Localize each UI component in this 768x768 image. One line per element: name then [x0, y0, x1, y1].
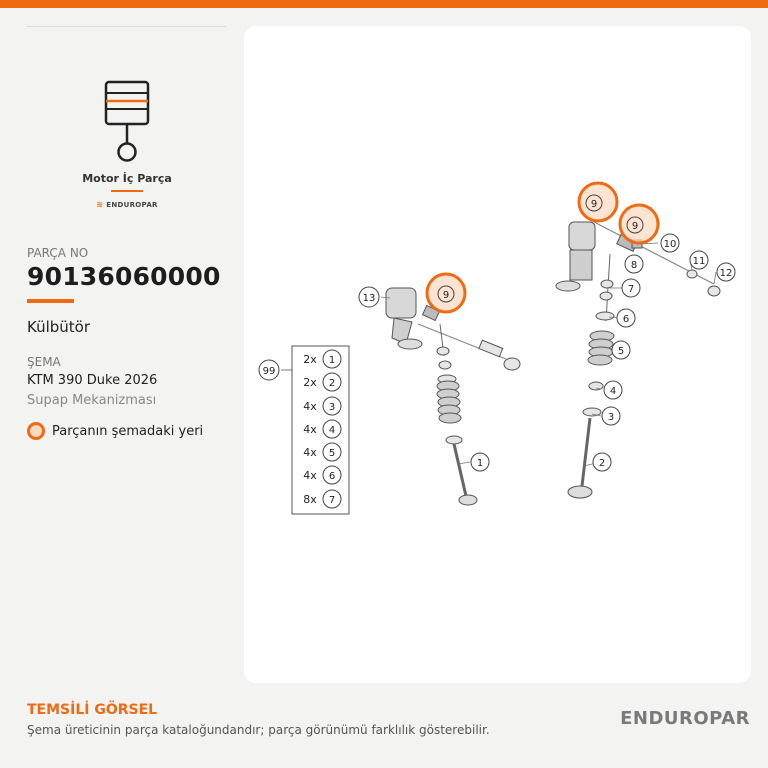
kit-num: 2 [328, 378, 336, 389]
footer-brand: ENDUROPAR [620, 708, 750, 729]
kit-num: 4 [328, 425, 336, 436]
callout-11 [690, 251, 708, 269]
callout-13 [359, 287, 379, 307]
svg-text:8: 8 [630, 260, 638, 271]
kit-ref-label: 99 [262, 366, 276, 377]
svg-text:2: 2 [598, 458, 606, 469]
part-number: 90136060000 [27, 262, 221, 291]
svg-text:9: 9 [590, 199, 598, 210]
schema-group: Supap Mekanizması [27, 393, 157, 408]
callouts [359, 234, 735, 471]
callout-4 [604, 381, 622, 399]
legend [27, 422, 203, 440]
callout-12 [717, 263, 735, 281]
footer-title: TEMSİLİ GÖRSEL [27, 702, 158, 718]
piston-icon [102, 80, 152, 162]
kit-num: 1 [328, 355, 336, 366]
kit-qty: 4x [303, 469, 317, 482]
callout-1 [471, 453, 489, 471]
part-no-label: PARÇA NO [27, 246, 89, 260]
kit-qty: 4x [303, 446, 317, 459]
part-number-underline [27, 299, 74, 303]
brand-logo-icon: ≋ [96, 200, 104, 209]
kit-row [303, 420, 341, 438]
svg-text:6: 6 [622, 314, 630, 325]
kit-qty: 2x [303, 376, 317, 389]
svg-text:3: 3 [607, 412, 615, 423]
kit-row [303, 466, 341, 484]
kit-num: 3 [328, 402, 336, 413]
kit-row [303, 350, 341, 368]
svg-text:7: 7 [627, 284, 635, 295]
svg-text:10: 10 [663, 239, 677, 250]
svg-text:12: 12 [719, 268, 733, 279]
kit-num: 5 [328, 448, 336, 459]
highlight-9-right-top [579, 183, 617, 221]
left-valve-assembly [386, 288, 520, 505]
part-name: Külbütör [27, 318, 91, 336]
leader-lines [381, 243, 716, 466]
category-underline [111, 190, 143, 192]
callout-8 [625, 255, 643, 273]
highlight-9-right [620, 205, 658, 243]
svg-text:9: 9 [442, 290, 450, 301]
kit-box [259, 346, 349, 514]
highlight-marker-icon [27, 422, 45, 440]
callout-3 [602, 407, 620, 425]
callout-2 [593, 453, 611, 471]
highlight-9-left [427, 274, 465, 312]
category-label: Motor İç Parça [82, 172, 172, 185]
callout-7 [622, 279, 640, 297]
kit-row [303, 443, 341, 461]
kit-qty: 2x [303, 353, 317, 366]
callout-6 [617, 309, 635, 327]
schema-label: ŞEMA [27, 355, 61, 369]
kit-qty: 4x [303, 400, 317, 413]
svg-text:5: 5 [617, 346, 625, 357]
diagram-card [244, 26, 751, 683]
kit-num: 6 [328, 471, 336, 482]
kit-row [303, 397, 341, 415]
kit-row [303, 490, 341, 508]
kit-qty: 8x [303, 493, 317, 506]
svg-text:4: 4 [609, 386, 617, 397]
svg-text:13: 13 [362, 293, 376, 304]
brand-mini-text: ENDUROPAR [106, 201, 158, 209]
schema-model: KTM 390 Duke 2026 [27, 373, 158, 388]
svg-text:1: 1 [476, 458, 484, 469]
valve-train-diagram [244, 26, 751, 683]
kit-num: 7 [328, 495, 336, 506]
callout-5 [612, 341, 630, 359]
top-divider [27, 26, 227, 27]
top-accent-bar [0, 0, 768, 8]
callout-10 [661, 234, 679, 252]
svg-text:9: 9 [631, 221, 639, 232]
kit-qty: 4x [303, 423, 317, 436]
svg-text:11: 11 [692, 256, 706, 267]
legend-text: Parçanın şemadaki yeri [52, 423, 204, 439]
kit-row [303, 373, 341, 391]
category-card [27, 80, 227, 209]
footer-note: Şema üreticinin parça kataloğundandır; parça görünümü farklılık gösterebilir. [27, 723, 490, 737]
brand-mini [27, 200, 227, 209]
